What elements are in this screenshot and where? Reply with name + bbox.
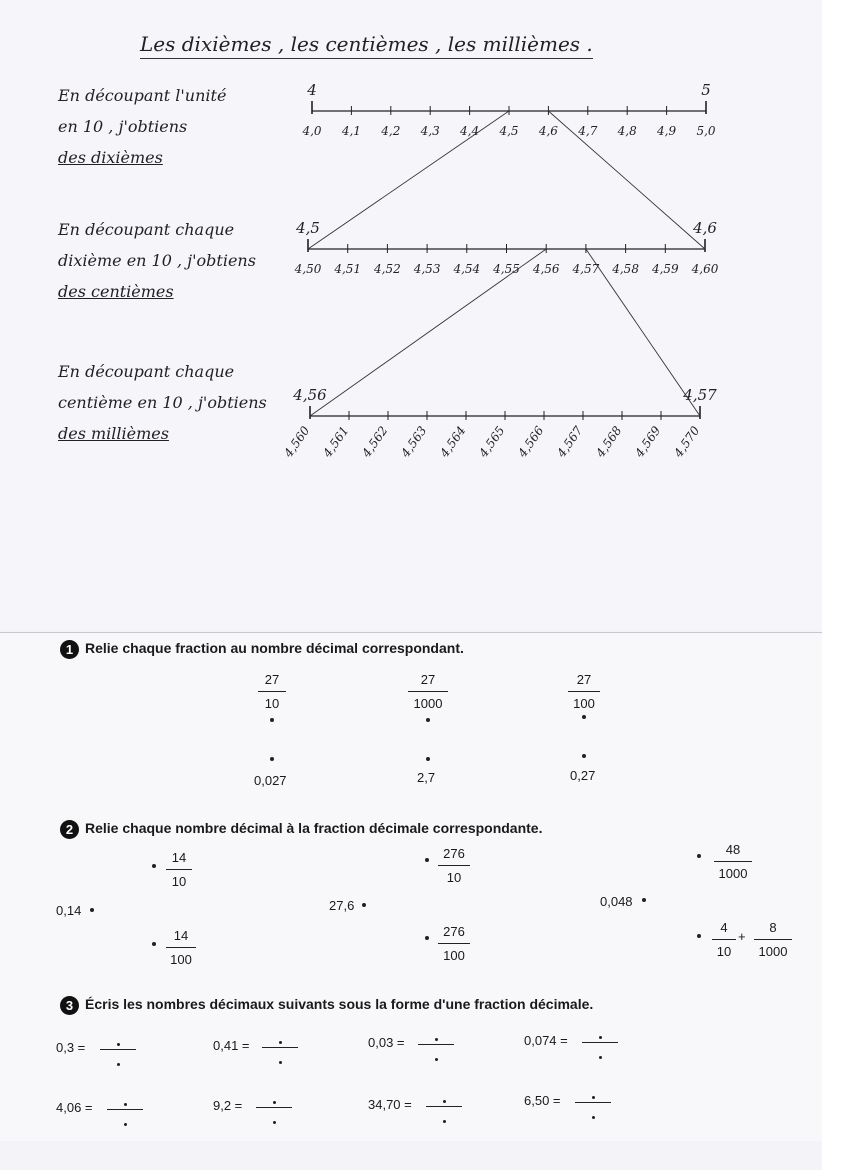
- fraction-27-1000: [408, 672, 448, 712]
- decimal-value: 0,27: [570, 768, 596, 783]
- denominator: 10: [716, 944, 732, 959]
- explanation-line: centième en 10 , j'obtiens: [58, 393, 267, 412]
- denominator: 10: [446, 870, 462, 885]
- tick-label: 4,569: [632, 423, 664, 460]
- zoom-connector: [308, 111, 509, 249]
- tick-label: 4,55: [493, 262, 520, 276]
- explanation-line: En découpant chaque: [58, 220, 235, 239]
- exercise3-text: Écris les nombres décimaux suivants sous la forme d'une fraction décimale.: [85, 996, 594, 1013]
- fraction-14-10: [166, 850, 192, 890]
- zoom-connector: [586, 249, 700, 416]
- link-dot[interactable]: [152, 864, 156, 868]
- exercise2-number: 2: [60, 820, 79, 839]
- tick-label: 4,570: [671, 423, 703, 460]
- conversion-item: 0,074 =: [524, 1033, 568, 1048]
- fraction-4-10: [712, 920, 736, 960]
- tick-label: 4,6: [538, 124, 558, 138]
- tick-label: 4,56: [532, 262, 560, 276]
- denominator: 100: [443, 948, 465, 963]
- fraction-276-10: [438, 846, 470, 886]
- numerator: 27: [264, 672, 280, 687]
- numerator: 276: [443, 846, 465, 861]
- explanation-line: En découpant l'unité: [58, 86, 227, 105]
- conversion-item: 0,03 =: [368, 1035, 405, 1050]
- denominator: 100: [170, 952, 192, 967]
- tick-label: 4,7: [578, 124, 598, 138]
- page-title: Les dixièmes , les centièmes , les millièmes .: [140, 32, 593, 59]
- conversion-item: 4,06 =: [56, 1100, 93, 1115]
- conversion-item: 9,2 =: [213, 1098, 243, 1113]
- line-start-label: 4: [307, 81, 317, 99]
- numerator: 14: [171, 850, 187, 865]
- explanation-result: des dixièmes: [58, 148, 163, 167]
- fraction-276-100: [438, 924, 470, 964]
- tick-label: 4,4: [460, 124, 480, 138]
- tick-label: 4,51: [334, 262, 362, 276]
- line-end-label: 5: [701, 81, 711, 99]
- tick-label: 4,566: [515, 423, 547, 460]
- line-start-label: 4,56: [293, 386, 327, 404]
- link-dot[interactable]: [426, 757, 430, 761]
- fraction-48-1000: [714, 842, 752, 882]
- exercise1-text: Relie chaque fraction au nombre décimal correspondant.: [85, 640, 464, 657]
- tick-label: 4,50: [294, 262, 322, 276]
- tick-label: 4,5: [499, 124, 519, 138]
- denominator: 1000: [413, 696, 443, 711]
- explanation-line: dixième en 10 , j'obtiens: [58, 251, 256, 270]
- tick-label: 4,560: [281, 423, 313, 460]
- link-dot[interactable]: [642, 898, 646, 902]
- numerator: 27: [420, 672, 436, 687]
- plus-sign: +: [738, 929, 746, 944]
- explanation-line: En découpant chaque: [58, 362, 235, 381]
- explanation-result: des centièmes: [58, 282, 174, 301]
- exercise3-number: 3: [60, 996, 79, 1015]
- tick-label: 4,2: [381, 124, 401, 138]
- numerator: 48: [725, 842, 741, 857]
- tick-label: 4,563: [398, 423, 430, 460]
- link-dot[interactable]: [697, 854, 701, 858]
- fraction-27-100: [568, 672, 600, 712]
- link-dot[interactable]: [362, 903, 366, 907]
- decimal-value: 0,048: [600, 894, 633, 909]
- link-dot[interactable]: [270, 757, 274, 761]
- link-dot[interactable]: [426, 718, 430, 722]
- link-dot[interactable]: [582, 715, 586, 719]
- link-dot[interactable]: [697, 934, 701, 938]
- decimal-value: 0,027: [254, 773, 287, 788]
- line-end-label: 4,57: [683, 386, 717, 404]
- tick-label: 4,8: [617, 124, 637, 138]
- tick-label: 4,52: [374, 262, 401, 276]
- tick-label: 4,3: [420, 124, 440, 138]
- exercise3-instruction: [60, 996, 593, 1015]
- decimal-value: 2,7: [417, 770, 436, 785]
- denominator: 1000: [758, 944, 788, 959]
- link-dot[interactable]: [425, 936, 429, 940]
- link-dot[interactable]: [90, 908, 94, 912]
- tick-label: 4,0: [302, 124, 322, 138]
- link-dot[interactable]: [582, 754, 586, 758]
- numerator: 14: [173, 928, 189, 943]
- conversion-item: 6,50 =: [524, 1093, 561, 1108]
- tick-label: 4,562: [359, 423, 391, 460]
- tick-label: 4,60: [691, 262, 719, 276]
- conversion-item: 34,70 =: [368, 1097, 412, 1112]
- tick-label: 4,568: [593, 423, 625, 460]
- fraction-27-10: [258, 672, 286, 712]
- tick-label: 5,0: [696, 124, 716, 138]
- tick-label: 4,9: [657, 124, 677, 138]
- denominator: 10: [264, 696, 280, 711]
- explanation-result: des millièmes: [58, 424, 169, 443]
- tick-label: 4,565: [476, 423, 508, 460]
- denominator: 1000: [718, 866, 748, 881]
- denominator: 10: [171, 874, 187, 889]
- decimal-value: 0,14: [56, 903, 82, 918]
- tick-label: 4,59: [651, 262, 679, 276]
- conversion-item: 0,41 =: [213, 1038, 250, 1053]
- tick-label: 4,567: [554, 423, 586, 460]
- fraction-14-100: [166, 928, 196, 968]
- conversion-item: 0,3 =: [56, 1040, 86, 1055]
- explanation-line: en 10 , j'obtiens: [58, 117, 188, 136]
- exercise2-instruction: [60, 820, 542, 839]
- tick-label: 4,53: [413, 262, 441, 276]
- fraction-8-1000: [754, 920, 792, 960]
- numerator: 4: [720, 920, 728, 935]
- numerator: 8: [769, 920, 777, 935]
- tick-label: 4,58: [612, 262, 639, 276]
- line-start-label: 4,5: [296, 219, 320, 237]
- exercise2-text: Relie chaque nombre décimal à la fraction décimale correspondante.: [85, 820, 543, 837]
- line-end-label: 4,6: [693, 219, 717, 237]
- tick-label: 4,1: [341, 124, 361, 138]
- denominator: 100: [573, 696, 595, 711]
- link-dot[interactable]: [425, 858, 429, 862]
- tick-label: 4,564: [437, 423, 469, 460]
- exercise1-instruction: [60, 640, 464, 659]
- decimal-value: 27,6: [329, 898, 355, 913]
- link-dot[interactable]: [270, 718, 274, 722]
- tick-label: 4,54: [453, 262, 481, 276]
- tick-label: 4,561: [320, 423, 352, 460]
- tick-label: 4,57: [572, 262, 600, 276]
- exercise1-number: 1: [60, 640, 79, 659]
- link-dot[interactable]: [152, 942, 156, 946]
- numerator: 27: [576, 672, 592, 687]
- numerator: 276: [443, 924, 465, 939]
